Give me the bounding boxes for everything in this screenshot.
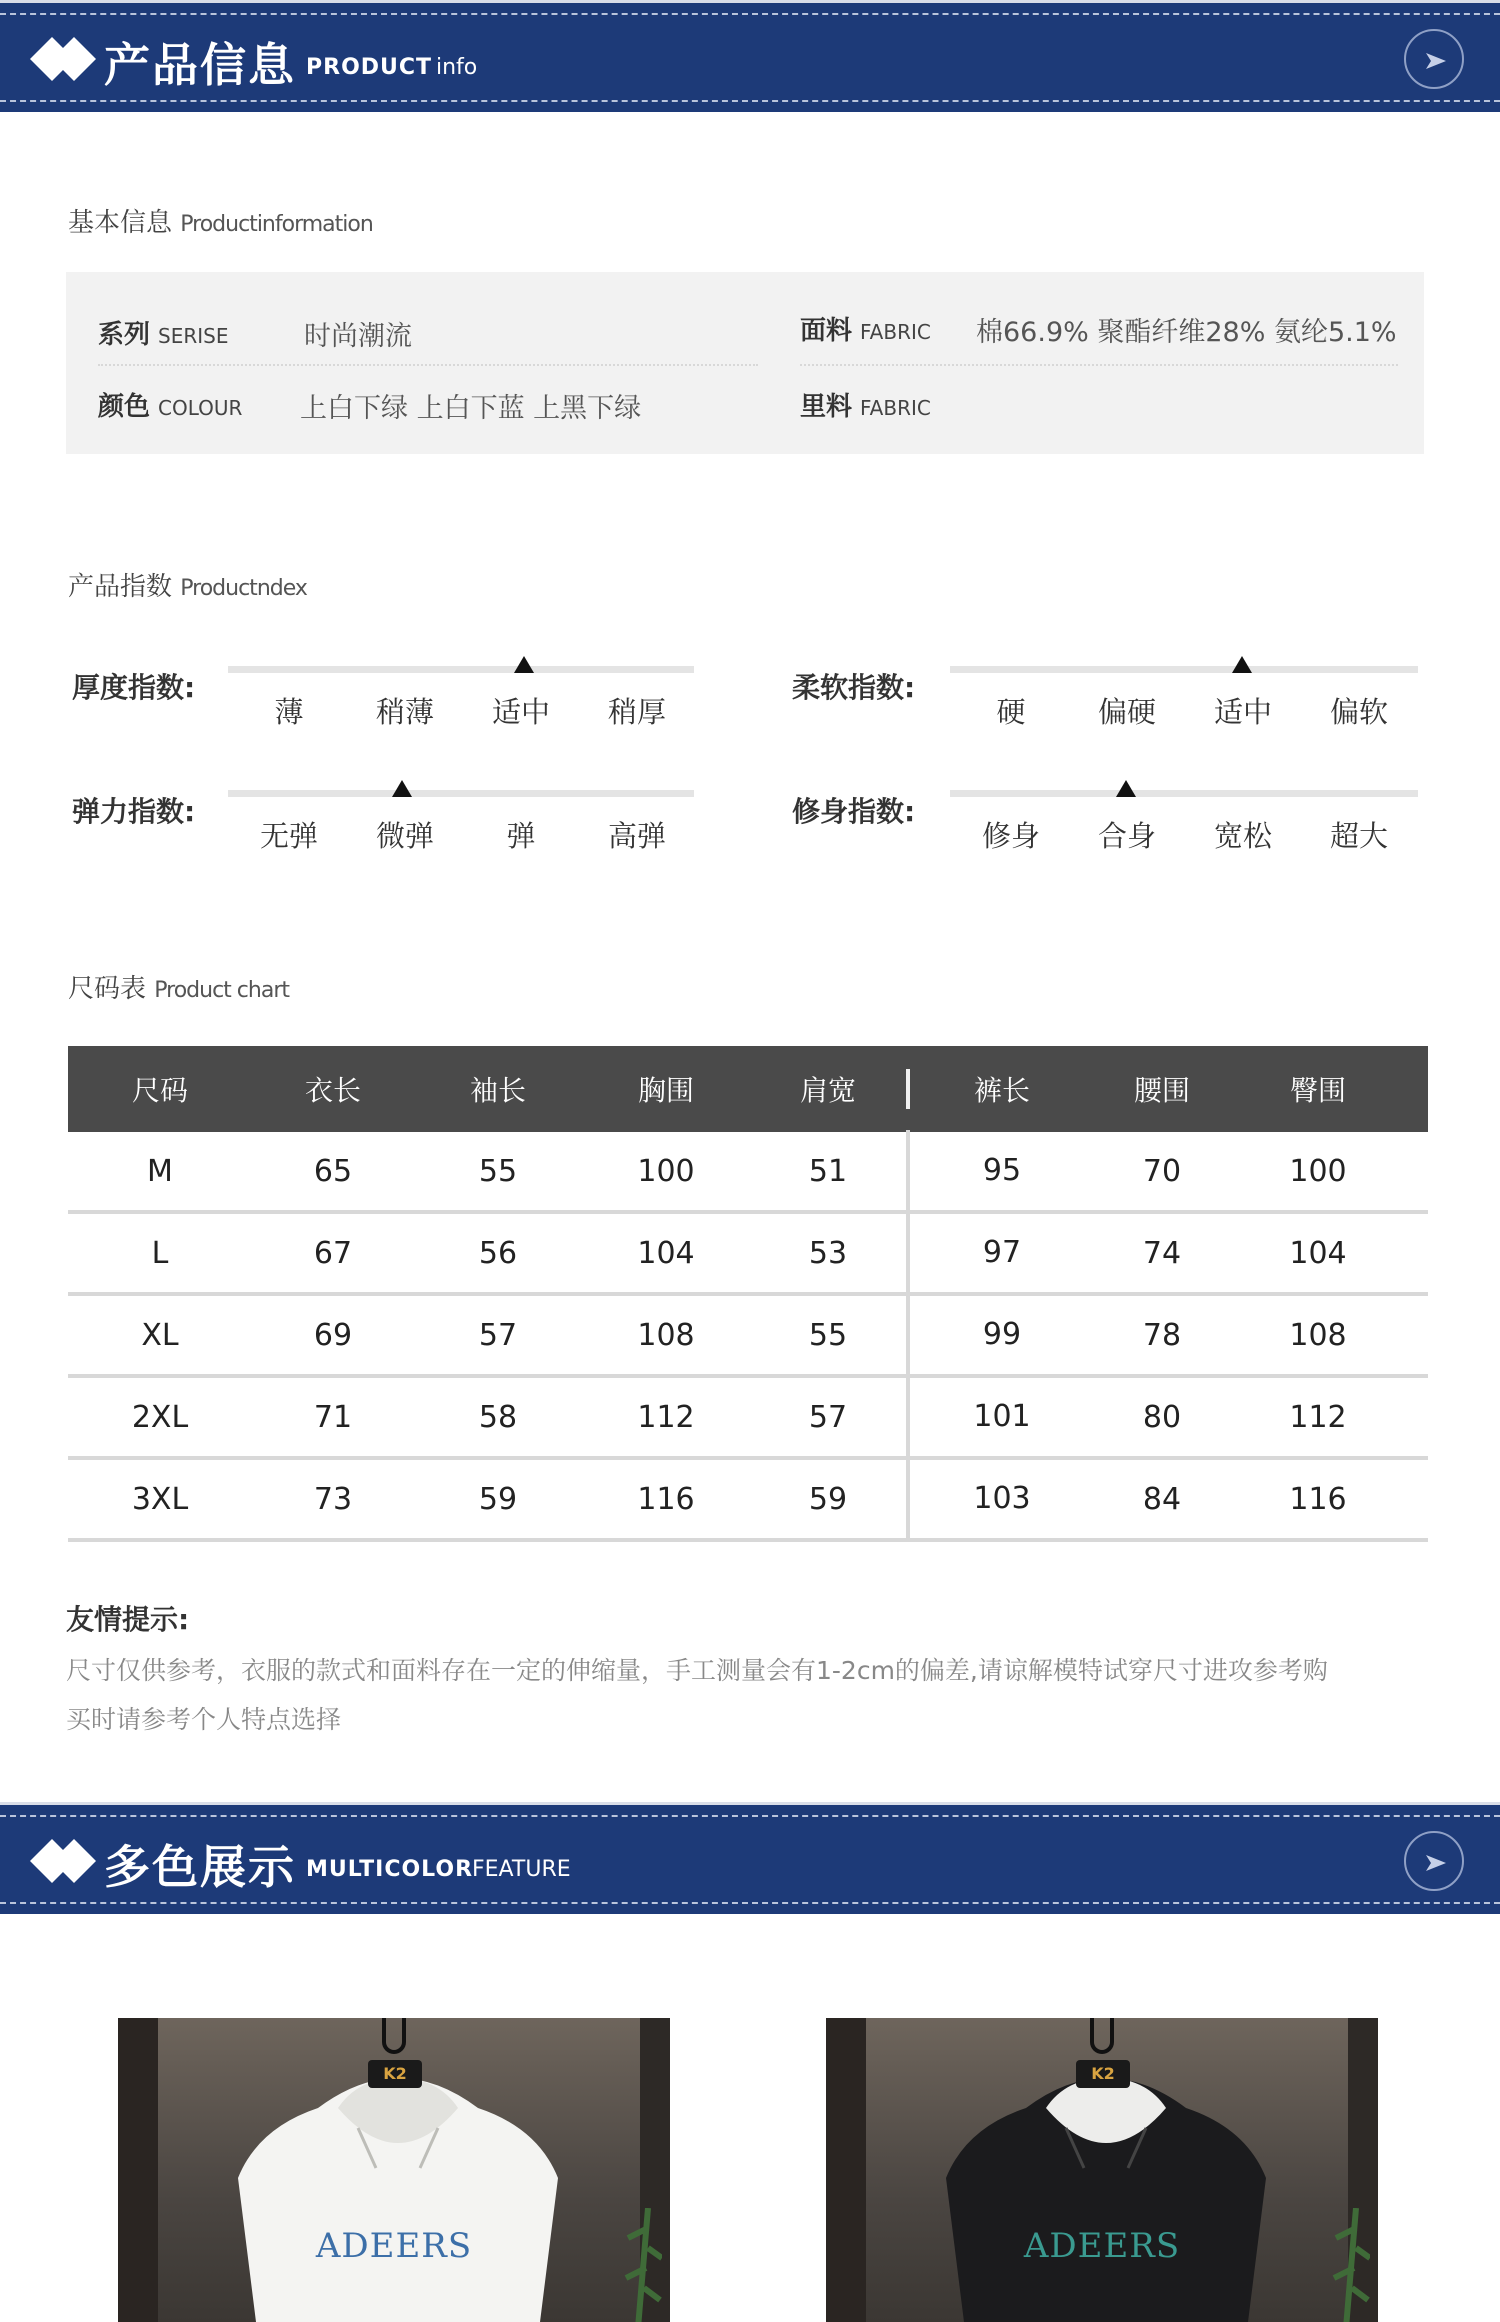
product-brand-text: ADEERS [1023, 2226, 1181, 2266]
table-cell: 74 [1142, 1235, 1182, 1271]
thickness-option: 适中 [491, 695, 550, 729]
table-cell: 55 [808, 1317, 848, 1353]
table-cell: L [151, 1235, 169, 1271]
banner-subtitle: FEATURE [472, 1857, 571, 1882]
plant-decoration [608, 2208, 662, 2322]
table-cell: 108 [1289, 1317, 1347, 1353]
column-header: 裤长 [906, 1069, 1094, 1109]
table-cell: 84 [1142, 1481, 1182, 1517]
table-cell: 112 [1289, 1399, 1347, 1435]
fabric-key: 面料 [800, 316, 853, 346]
table-row [68, 1296, 1428, 1378]
color-value: 上白下绿 上白下蓝 上黑下绿 [300, 393, 642, 424]
table-cell: 97 [906, 1212, 1094, 1294]
table-cell: 3XL [131, 1481, 189, 1517]
multicolor-banner [0, 1802, 1500, 1914]
product-info-banner [0, 0, 1500, 112]
shelf-decoration [118, 2018, 158, 2322]
table-cell: 116 [1289, 1481, 1347, 1517]
size-chart-heading [68, 968, 289, 1005]
table-cell: 51 [808, 1153, 848, 1189]
elasticity-track [228, 790, 694, 797]
elasticity-option: 微弹 [375, 819, 434, 853]
table-cell: 100 [1289, 1153, 1347, 1189]
tips-text [66, 1646, 1426, 1744]
fit-option: 合身 [1097, 819, 1156, 853]
fit-marker-icon [1116, 780, 1136, 797]
color-key-en: COLOUR [158, 396, 243, 420]
table-cell: 95 [906, 1130, 1094, 1212]
table-row [68, 1460, 1428, 1542]
color-key: 颜色 [98, 392, 151, 422]
arrow-right-icon [1422, 47, 1450, 75]
basic-info-panel [66, 272, 1424, 454]
table-cell: 78 [1142, 1317, 1182, 1353]
column-header: 肩宽 [799, 1074, 856, 1107]
table-cell: 55 [478, 1153, 518, 1189]
product-index-heading [68, 566, 307, 603]
softness-option: 硬 [996, 695, 1026, 729]
table-row [68, 1378, 1428, 1460]
table-cell: 73 [313, 1481, 353, 1517]
table-cell: 58 [478, 1399, 518, 1435]
plant-decoration [1316, 2208, 1370, 2322]
table-cell: 57 [478, 1317, 518, 1353]
banner-subtitle: info [436, 55, 478, 80]
table-cell: 80 [1142, 1399, 1182, 1435]
thickness-option: 稍薄 [375, 695, 434, 729]
table-cell: XL [141, 1317, 179, 1353]
table-cell: 108 [637, 1317, 695, 1353]
table-cell: 100 [637, 1153, 695, 1189]
elasticity-label: 弹力指数: [72, 795, 196, 828]
fit-track [950, 790, 1418, 797]
series-label [98, 314, 228, 351]
elasticity-option: 弹 [506, 819, 536, 853]
softness-marker-icon [1232, 656, 1252, 673]
divider [98, 364, 758, 366]
lining-key: 里料 [800, 392, 853, 422]
table-cell: 101 [906, 1376, 1094, 1458]
table-cell: 65 [313, 1153, 353, 1189]
lining-label [800, 386, 931, 423]
hanger-tag: K2 [1076, 2060, 1130, 2088]
table-row [68, 1214, 1428, 1296]
banner-title: 多色展示 [104, 1840, 296, 1894]
table-cell: 104 [1289, 1235, 1347, 1271]
table-cell: 56 [478, 1235, 518, 1271]
table-cell: 71 [313, 1399, 353, 1435]
thickness-option: 薄 [274, 695, 304, 729]
banner-title: 产品信息 [104, 38, 296, 92]
fabric-key-en: FABRIC [860, 320, 931, 344]
softness-option: 偏硬 [1097, 695, 1156, 729]
product-index-heading-en: Productndex [180, 576, 307, 601]
column-header: 袖长 [469, 1074, 526, 1107]
product-index-heading-cn: 产品指数 [68, 572, 173, 602]
table-cell: 112 [637, 1399, 695, 1435]
table-cell: 57 [808, 1399, 848, 1435]
table-cell: 103 [906, 1458, 1094, 1540]
column-header: 腰围 [1133, 1074, 1190, 1107]
table-row [68, 1132, 1428, 1214]
lining-key-en: FABRIC [860, 396, 931, 420]
softness-option: 适中 [1213, 695, 1272, 729]
softness-track [950, 666, 1418, 673]
basic-info-heading-en: Productinformation [180, 212, 373, 237]
fit-option: 宽松 [1213, 819, 1272, 853]
column-header: 臀围 [1289, 1074, 1346, 1107]
series-value: 时尚潮流 [304, 321, 412, 352]
thickness-track [228, 666, 694, 673]
fit-label: 修身指数: [792, 795, 916, 828]
color-label [98, 386, 242, 423]
banner-subtitle-bold: PRODUCT [306, 55, 433, 80]
elasticity-option: 高弹 [607, 819, 666, 853]
tips-line: 买时请参考个人特点选择 [66, 1705, 342, 1734]
tips-title: 友情提示: [66, 1603, 190, 1636]
table-cell: 59 [478, 1481, 518, 1517]
table-cell: 59 [808, 1481, 848, 1517]
tips-line: 尺寸仅供参考，衣服的款式和面料存在一定的伸缩量，手工测量会有1-2cm的偏差,请谅解模特试穿尺寸进攻参考购 [66, 1656, 1328, 1685]
fabric-value: 棉66.9% 聚酯纤维28% 氨纶5.1% [976, 317, 1397, 348]
double-diamond-icon [30, 37, 96, 81]
table-cell: 2XL [131, 1399, 189, 1435]
basic-info-heading-cn: 基本信息 [68, 208, 173, 238]
product-brand-text: ADEERS [315, 2226, 473, 2266]
thickness-label: 厚度指数: [72, 671, 196, 704]
size-table [68, 1046, 1428, 1542]
fabric-label [800, 310, 931, 347]
table-cell: 104 [637, 1235, 695, 1271]
thickness-marker-icon [514, 656, 534, 673]
shelf-decoration [826, 2018, 866, 2322]
hanger-hook [1090, 2018, 1114, 2054]
elasticity-option: 无弹 [259, 819, 318, 853]
table-cell: M [147, 1153, 173, 1189]
fit-option: 修身 [981, 819, 1040, 853]
table-cell: 116 [637, 1481, 695, 1517]
double-diamond-icon [30, 1839, 96, 1883]
series-key-en: SERISE [158, 324, 229, 348]
arrow-right-icon [1422, 1849, 1450, 1877]
table-cell: 67 [313, 1235, 353, 1271]
thickness-option: 稍厚 [607, 695, 666, 729]
size-chart-heading-cn: 尺码表 [68, 974, 147, 1004]
hanger-hook [382, 2018, 406, 2054]
size-table-header [68, 1046, 1428, 1132]
product-image-white[interactable] [118, 2018, 670, 2322]
basic-info-heading [68, 202, 373, 239]
table-cell: 70 [1142, 1153, 1182, 1189]
table-cell: 69 [313, 1317, 353, 1353]
column-header: 胸围 [637, 1074, 694, 1107]
banner-arrow-button[interactable] [1404, 29, 1464, 89]
softness-label: 柔软指数: [792, 671, 916, 704]
series-key: 系列 [98, 320, 151, 350]
fit-option: 超大 [1329, 819, 1388, 853]
hanger-tag: K2 [368, 2060, 422, 2088]
elasticity-marker-icon [392, 780, 412, 797]
divider [800, 364, 1398, 366]
softness-option: 偏软 [1329, 695, 1388, 729]
column-header: 尺码 [131, 1074, 188, 1107]
column-header: 衣长 [304, 1074, 361, 1107]
banner-subtitle-bold: MULTICOLOR [306, 1857, 474, 1882]
table-cell: 53 [808, 1235, 848, 1271]
table-cell: 99 [906, 1294, 1094, 1376]
product-image-black[interactable] [826, 2018, 1378, 2322]
size-chart-heading-en: Product chart [154, 978, 289, 1003]
banner-arrow-button[interactable] [1404, 1831, 1464, 1891]
